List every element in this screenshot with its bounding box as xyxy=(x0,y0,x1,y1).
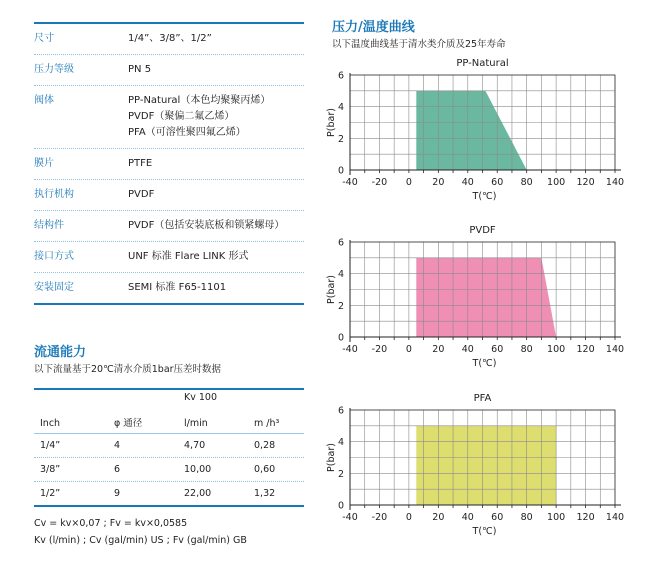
spec-value xyxy=(128,62,304,78)
table-row xyxy=(34,434,304,458)
cell-m3h: 0,60 xyxy=(254,464,276,475)
header-m3h: m /h³ xyxy=(254,418,280,429)
spec-value-line: SEMI 标准 F65-1101 xyxy=(128,282,227,293)
cell-inch: 1/2” xyxy=(40,488,61,499)
spec-value xyxy=(128,187,304,203)
spec-value-line: UNF 标准 Flare LINK 形式 xyxy=(128,251,249,262)
y-axis-label: P(bar) xyxy=(326,275,337,304)
pressure-temperature-charts xyxy=(320,0,662,576)
x-tick-label: -20 xyxy=(371,512,388,523)
x-tick-label: 120 xyxy=(576,177,595,188)
spec-value xyxy=(128,280,304,296)
spec-key: 阀体 xyxy=(34,95,54,106)
x-tick-label: 60 xyxy=(491,344,504,355)
y-tick-label: 0 xyxy=(337,500,344,512)
spec-value xyxy=(128,93,304,141)
cell-inch: 3/8” xyxy=(40,464,61,475)
table-row xyxy=(34,458,304,482)
x-tick-label: 60 xyxy=(491,177,504,188)
x-tick-label: 80 xyxy=(520,512,533,523)
spec-key: 尺寸 xyxy=(34,33,54,44)
y-tick-label: 4 xyxy=(337,437,344,449)
x-axis-label: T(℃) xyxy=(472,358,497,369)
x-tick-label: 20 xyxy=(432,344,445,355)
y-axis-label: P(bar) xyxy=(326,443,337,472)
spec-key: 膜片 xyxy=(34,158,54,169)
formula-units: Kv (l/min) ; Cv (gal/min) US ; Fv (gal/min) GB xyxy=(34,535,247,546)
spec-rows xyxy=(34,24,304,305)
spec-key: 压力等级 xyxy=(34,64,74,75)
header-inch: Inch xyxy=(40,418,61,429)
chart-title: PP-Natural xyxy=(456,58,509,69)
curves-title: 压力/温度曲线 xyxy=(332,20,415,35)
x-tick-label: 100 xyxy=(547,512,566,523)
x-tick-label: -40 xyxy=(342,512,358,523)
x-tick-label: 140 xyxy=(605,344,625,355)
x-tick-label: 120 xyxy=(576,344,595,355)
flow-table xyxy=(34,388,304,507)
y-tick-label: 0 xyxy=(337,332,344,344)
cell-m3h: 0,28 xyxy=(254,440,276,451)
operating-area xyxy=(416,258,556,337)
x-axis-label: T(℃) xyxy=(472,191,497,202)
spec-value xyxy=(128,156,304,172)
curves-subtitle: 以下温度曲线基于清水类介质及25年寿命 xyxy=(332,39,506,50)
spec-key: 执行机构 xyxy=(34,189,74,200)
header-diameter: φ 通径 xyxy=(114,418,143,429)
spec-value xyxy=(128,249,304,265)
spec-table xyxy=(34,22,304,305)
spec-value-line: 1/4”、3/8”、1/2” xyxy=(128,33,212,44)
spec-row xyxy=(34,149,304,180)
y-tick-label: 2 xyxy=(337,300,344,312)
x-tick-label: 100 xyxy=(547,177,566,188)
x-tick-label: 80 xyxy=(520,177,533,188)
cell-m3h: 1,32 xyxy=(254,488,276,499)
x-tick-label: 120 xyxy=(576,512,595,523)
formula-cv-fv: Cv = kv×0,07 ; Fv = kv×0,0585 xyxy=(34,518,188,529)
spec-value-line: PP-Natural（本色均聚聚丙烯） xyxy=(128,95,271,106)
x-tick-label: 20 xyxy=(432,512,445,523)
cell-lmin: 22,00 xyxy=(184,488,212,499)
spec-row xyxy=(34,273,304,305)
operating-area xyxy=(416,91,526,170)
kv-label: Kv 100 xyxy=(184,392,218,403)
x-tick-label: 0 xyxy=(405,512,412,523)
x-tick-label: 80 xyxy=(520,344,533,355)
x-axis-label: T(℃) xyxy=(472,526,497,537)
header-lmin: l/min xyxy=(184,418,208,429)
spec-key: 安装固定 xyxy=(34,282,74,293)
y-tick-label: 4 xyxy=(337,102,344,114)
x-tick-label: 140 xyxy=(605,512,625,523)
table-row xyxy=(34,482,304,505)
spec-key: 结构件 xyxy=(34,220,64,231)
x-tick-label: 20 xyxy=(432,177,445,188)
spec-row xyxy=(34,86,304,149)
y-axis-label: P(bar) xyxy=(326,108,337,137)
spec-row xyxy=(34,211,304,242)
x-tick-label: 40 xyxy=(461,344,474,355)
x-tick-label: 40 xyxy=(461,177,474,188)
y-tick-label: 2 xyxy=(337,133,344,145)
x-tick-label: -40 xyxy=(342,344,358,355)
flow-subtitle: 以下流量基于20℃清水介质1bar压差时数据 xyxy=(34,364,222,375)
x-tick-label: 0 xyxy=(405,344,412,355)
y-tick-label: 0 xyxy=(337,165,344,177)
spec-row xyxy=(34,55,304,86)
cell-diameter: 9 xyxy=(114,488,121,499)
x-tick-label: -20 xyxy=(371,177,388,188)
spec-row xyxy=(34,24,304,55)
x-tick-label: 0 xyxy=(405,177,412,188)
cell-inch: 1/4” xyxy=(40,440,61,451)
flow-title: 流通能力 xyxy=(34,345,87,360)
x-tick-label: -20 xyxy=(371,344,388,355)
spec-value-line: PTFE xyxy=(128,158,153,169)
chart-title: PFA xyxy=(473,393,492,404)
chart-title: PVDF xyxy=(469,225,496,236)
operating-area xyxy=(416,426,556,505)
spec-value-line: PVDF xyxy=(128,189,155,200)
spec-row xyxy=(34,180,304,211)
y-tick-label: 6 xyxy=(337,70,344,82)
cell-diameter: 6 xyxy=(114,464,121,475)
y-tick-label: 6 xyxy=(337,237,344,249)
y-tick-label: 2 xyxy=(337,468,344,480)
x-tick-label: 140 xyxy=(605,177,625,188)
spec-value xyxy=(128,31,304,47)
spec-key: 接口方式 xyxy=(34,251,74,262)
cell-lmin: 4,70 xyxy=(184,440,206,451)
spec-value-line: PFA（可溶性聚四氟乙烯） xyxy=(128,127,246,138)
spec-row xyxy=(34,242,304,273)
cell-lmin: 10,00 xyxy=(184,464,212,475)
x-tick-label: 100 xyxy=(547,344,566,355)
y-tick-label: 6 xyxy=(337,405,344,417)
x-tick-label: -40 xyxy=(342,177,358,188)
spec-value-line: PVDF（聚偏二氟乙烯） xyxy=(128,111,235,122)
y-tick-label: 4 xyxy=(337,269,344,281)
flow-table-header xyxy=(34,390,304,434)
cell-diameter: 4 xyxy=(114,440,121,451)
spec-value xyxy=(128,218,304,234)
x-tick-label: 40 xyxy=(461,512,474,523)
x-tick-label: 60 xyxy=(491,512,504,523)
spec-value-line: PVDF（包括安装底板和锁紧螺母） xyxy=(128,220,285,231)
spec-value-line: PN 5 xyxy=(128,64,152,75)
